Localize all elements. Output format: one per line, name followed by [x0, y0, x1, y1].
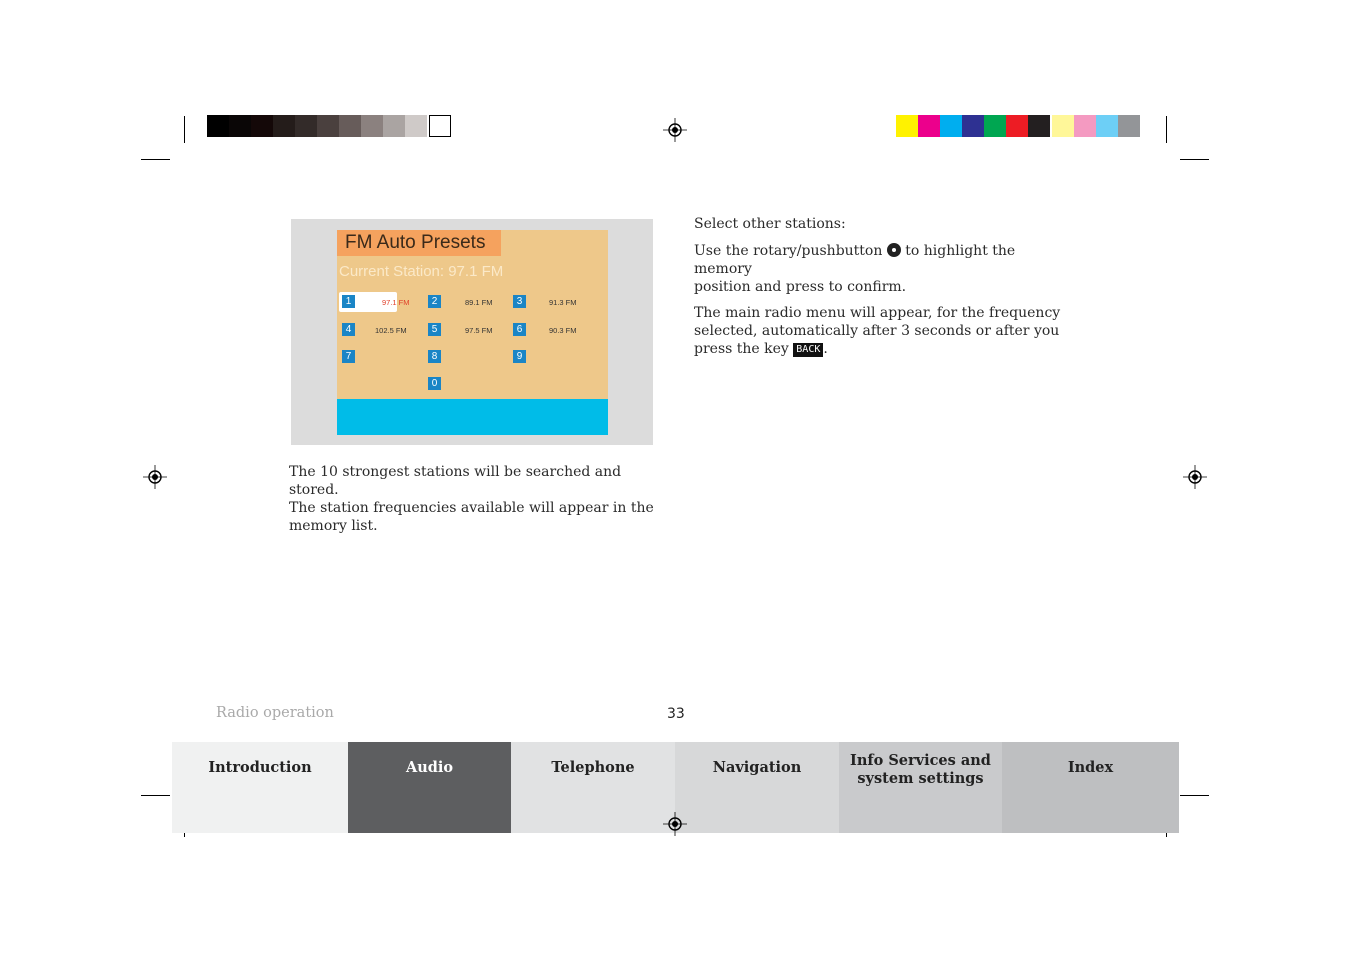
gray-swatch	[273, 115, 295, 137]
tab-label: Telephone	[551, 759, 635, 776]
preset-number: 5	[428, 323, 441, 336]
preset-frequency: 97.1 FM	[382, 298, 410, 307]
registration-mark-icon	[663, 812, 687, 836]
color-swatch	[1006, 115, 1028, 137]
crop-mark	[141, 159, 170, 160]
color-swatch	[1074, 115, 1096, 137]
gray-swatch	[317, 115, 339, 137]
tab-label: Audio	[405, 759, 454, 776]
preset-number: 6	[513, 323, 526, 336]
gray-swatch	[429, 115, 451, 137]
display-title: FM Auto Presets	[337, 230, 501, 256]
display-status-bar	[337, 399, 608, 435]
preset-number: 9	[513, 350, 526, 363]
crop-mark	[1180, 795, 1209, 796]
tab-label: Info Services and	[850, 752, 991, 769]
section-name: Radio operation	[216, 705, 334, 721]
tab-introduction[interactable]	[172, 742, 348, 833]
gray-swatch	[229, 115, 251, 137]
caption-line: The station frequencies available will appear in the	[289, 500, 654, 516]
tab-telephone[interactable]	[511, 742, 675, 833]
registration-mark-icon	[143, 465, 167, 489]
radio-display	[337, 230, 608, 435]
color-swatch	[896, 115, 918, 137]
crop-mark	[141, 795, 170, 796]
preset-number: 3	[513, 295, 526, 308]
gray-swatch	[405, 115, 427, 137]
preset-frequency: 89.1 FM	[465, 298, 493, 307]
preset-frequency: 91.3 FM	[549, 298, 577, 307]
rotary-pushbutton-icon	[887, 243, 901, 257]
preset-frequency: 102.5 FM	[375, 326, 407, 335]
right-text	[694, 215, 1074, 358]
preset-frequency: 90.3 FM	[549, 326, 577, 335]
tab-info-services[interactable]	[839, 742, 1002, 833]
gray-swatch	[295, 115, 317, 137]
tab-label: system settings	[857, 770, 984, 787]
color-swatch	[918, 115, 940, 137]
tab-index[interactable]	[1002, 742, 1179, 833]
tab-navigation[interactable]	[675, 742, 839, 833]
color-swatch	[962, 115, 984, 137]
crop-mark	[184, 116, 185, 143]
preset-number: 8	[428, 350, 441, 363]
section-heading: Select other stations:	[694, 216, 846, 232]
tab-audio[interactable]	[348, 742, 511, 833]
gray-swatch	[339, 115, 361, 137]
current-station: Current Station: 97.1 FM	[339, 263, 504, 280]
color-swatch	[1118, 115, 1140, 137]
caption-line: The 10 strongest stations will be searched and stored.	[289, 464, 622, 498]
tab-label: Introduction	[208, 759, 312, 776]
color-swatch	[1096, 115, 1118, 137]
tab-label: Navigation	[712, 759, 802, 776]
preset-number: 1	[342, 295, 355, 308]
instruction-text: Use the rotary/pushbutton	[694, 243, 883, 259]
page-number: 33	[667, 706, 685, 722]
preset-number: 0	[428, 377, 441, 390]
instruction-text: .	[823, 341, 828, 357]
gray-swatch	[251, 115, 273, 137]
preset-number: 7	[342, 350, 355, 363]
left-caption	[289, 463, 659, 535]
gray-swatch	[383, 115, 405, 137]
back-key-icon: BACK	[793, 343, 823, 357]
instruction-text: The main radio menu will appear, for the frequency	[694, 305, 1061, 321]
color-swatch	[1052, 115, 1074, 137]
color-swatch	[984, 115, 1006, 137]
instruction-text: to highlight the memory	[694, 243, 1016, 277]
color-swatch	[1028, 115, 1050, 137]
preset-number: 2	[428, 295, 441, 308]
tab-label: Index	[1067, 759, 1114, 776]
gray-swatch	[207, 115, 229, 137]
preset-frequency: 97.5 FM	[465, 326, 493, 335]
color-swatch	[940, 115, 962, 137]
instruction-text: selected, automatically after 3 seconds or after you	[694, 323, 1060, 339]
instruction-text: press the key	[694, 341, 789, 357]
crop-mark	[1180, 159, 1209, 160]
crop-mark	[1166, 116, 1167, 143]
caption-line: memory list.	[289, 518, 378, 534]
registration-mark-icon	[663, 118, 687, 142]
registration-mark-icon	[1183, 465, 1207, 489]
preset-number: 4	[342, 323, 355, 336]
instruction-text: position and press to confirm.	[694, 279, 907, 295]
gray-swatch	[361, 115, 383, 137]
